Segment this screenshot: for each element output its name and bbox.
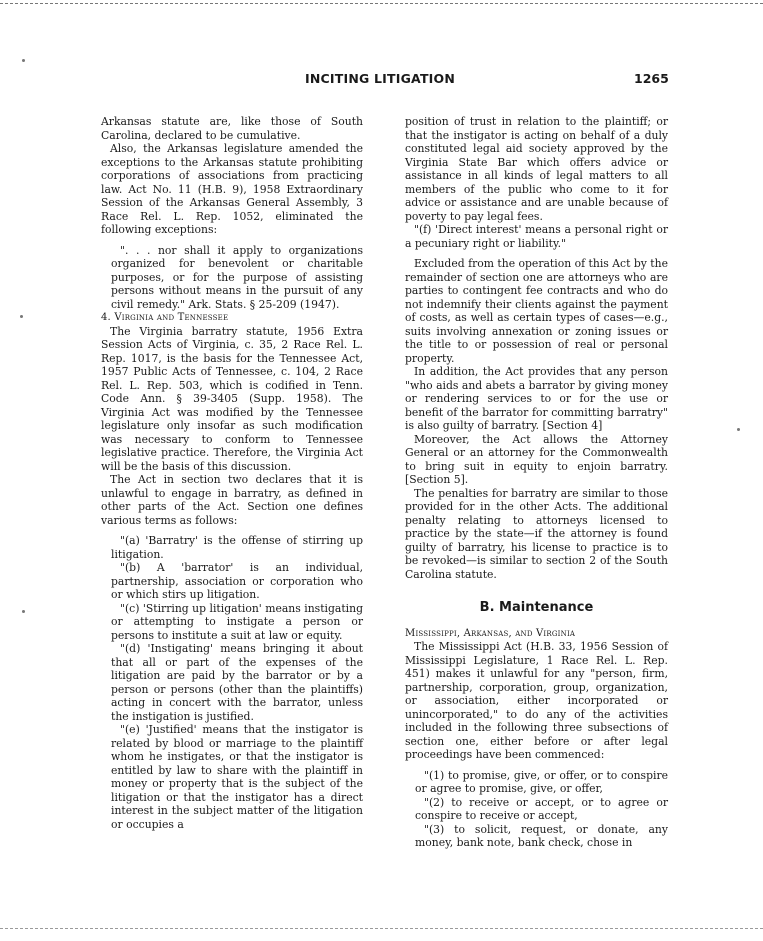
scan-speck [737, 428, 740, 431]
subsection-heading: Mississippi, Arkansas, and Virginia [405, 627, 576, 639]
definitions-quote [111, 534, 363, 831]
definition-e: "(e) 'Justified' means that the instigator is related by blood or marriage to the plaintiff whom he instigates, or that the instigator is entitled by law to share with the plaintiff in money or property that is the subject of the litigation or that the instigator has a direct interest in the subject matter of the litigation or occupies a [111, 723, 363, 831]
page-number: 1265 [634, 71, 669, 86]
scan-speck [20, 315, 23, 318]
running-title: INCITING LITIGATION [305, 71, 456, 86]
definition-d: "(d) 'Instigating' means bringing it about that all or part of the expenses of the litigation are paid by the barrator or by a person or persons (other than the plaintiffs) acting in concert with the barrator, unless the instigation is justified. [111, 642, 363, 723]
page-header [0, 71, 763, 91]
block-quote [111, 244, 363, 312]
definition-e-continued: position of trust in relation to the plaintiff; or that the instigator is acting on behalf of a duly constituted legal aid society approved by the Virginia State Bar which offers advice or assistance in all kinds of legal matters to all members of the public who come to it for advice or assistance and are unable because of poverty to pay legal fees. [405, 115, 668, 223]
section-heading: B. Maintenance [479, 600, 594, 615]
definition-c: "(c) 'Stirring up litigation' means instigating or attempting to instigate a person or persons to institute a suit at law or equity. [111, 601, 363, 642]
top-border-rule [0, 3, 763, 4]
bottom-border-rule [0, 928, 763, 929]
subsections-quote [415, 769, 668, 850]
definition-b: "(b) A 'barrator' is an individual, partnership, association or corporation who or which stirs up litigation. [111, 561, 363, 601]
subsection-3: "(3) to solicit, request, or donate, any money, bank note, bank check, chose in [415, 822, 668, 849]
paragraph: Moreover, the Act allows the Attorney General or an attorney for the Commonwealth to bring suit in equity to enjoin barratry. [Section 5]. [405, 432, 668, 486]
quote-text: ". . . nor shall it apply to organizations organized for benevolent or charitable purposes, or for the purpose of assisting persons without means in the pursuit of any civil remedy." Ark. Stats. § 25-209 (1947). [111, 243, 363, 311]
paragraph: Also, the Arkansas legislature amended the exceptions to the Arkansas statute prohibiting corporations of associations from practicing law. Act No. 11 (H.B. 9), 1958 Extraordinary Session of the Arkansas General Assembly, 3 Race Rel. L. Rep. 1052, eliminated the following exceptions: [101, 142, 363, 236]
definitions-quote-continued [405, 115, 668, 250]
paragraph: Arkansas statute are, like those of South Carolina, declared to be cumulative. [101, 115, 363, 142]
subsection-1: "(1) to promise, give, or offer, or to conspire or agree to promise, give, or offer, [415, 768, 668, 795]
definition-f: "(f) 'Direct interest' means a personal right or a pecuniary right or liability." [405, 223, 668, 250]
paragraph: In addition, the Act provides that any person "who aids and abets a barrator by giving money or rendering services to or for the use or benefit of the barrator for committing barratry" is also guilty of barratry. [Section 4] [405, 365, 668, 432]
left-column [101, 115, 363, 831]
subsection-2: "(2) to receive or accept, or to agree or conspire to receive or accept, [415, 795, 668, 822]
scan-speck [22, 610, 25, 613]
paragraph: The Virginia barratry statute, 1956 Extra Session Acts of Virginia, c. 35, 2 Race Rel. L. Rep. 1017, is the basis for the Tennessee Act, 1957 Public Acts of Tennessee, c. 104, 2 Race Rel. L. Rep. 503, which is codified in Tenn. Code Ann. § 39-3405 (Supp. 1958). The Virginia Act was modified by the Tennessee legislature only insofar as such modification was necessary to conform to Tennessee legislative practice. Therefore, the Virginia Act will be the basis of this discussion. [101, 324, 363, 473]
paragraph: Excluded from the operation of this Act by the remainder of section one are attorneys who are parties to contingent fee contracts and who do not indemnify their clients against the payment of costs, as well as certain types of cases—e.g., suits involving annexation or zoning issues or the title to or possession of real or personal property. [405, 257, 668, 365]
subsection-heading: 4. Virginia and Tennessee [101, 312, 229, 323]
paragraph: The Mississippi Act (H.B. 33, 1956 Session of Mississippi Legislature, 1 Race Rel. L. Rep. 451) makes it unlawful for any "person, firm, partnership, corporation, group, organization, or association, either incorporated or unincorporated," to do any of the activities included in the following three subsections of section one, either before or after legal proceedings have been commenced: [405, 640, 668, 761]
definition-a: "(a) 'Barratry' is the offense of stirring up litigation. [111, 534, 363, 561]
scan-speck [22, 59, 25, 62]
paragraph: The Act in section two declares that it is unlawful to engage in barratry, as defined in other parts of the Act. Section one defines various terms as follows: [101, 473, 363, 527]
paragraph: The penalties for barratry are similar to those provided for in the other Acts. The additional penalty relating to attorneys licensed to practice by the state—if the attorney is found guilty of barratry, his license to practice is to be revoked—is similar to section 2 of the South Carolina statute. [405, 486, 668, 581]
right-column [405, 115, 668, 850]
